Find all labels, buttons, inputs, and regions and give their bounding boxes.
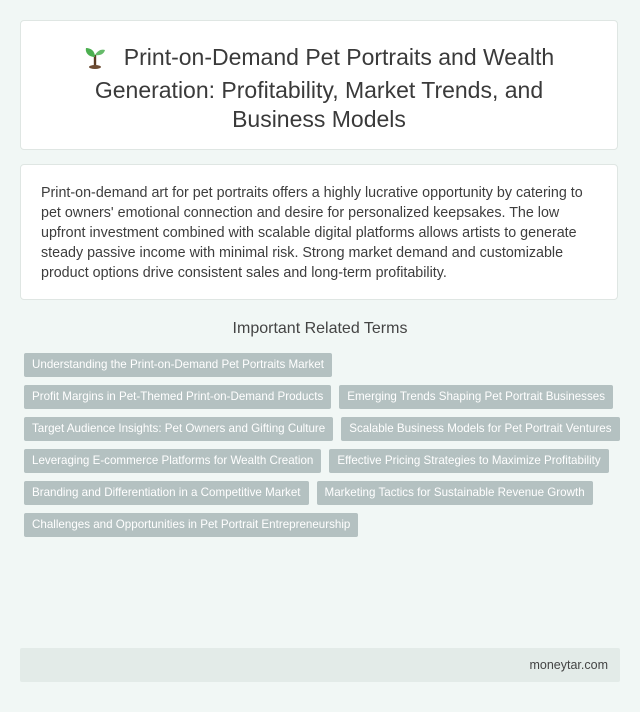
related-term-tag[interactable]: Marketing Tactics for Sustainable Revenue Growth <box>317 481 593 505</box>
related-term-tag[interactable]: Profit Margins in Pet-Themed Print-on-Demand Products <box>24 385 331 409</box>
summary-card <box>20 164 618 300</box>
related-term-tag[interactable]: Target Audience Insights: Pet Owners and Gifting Culture <box>24 417 333 441</box>
related-term-tag[interactable]: Understanding the Print-on-Demand Pet Portraits Market <box>24 353 332 377</box>
related-terms-list <box>24 353 624 537</box>
footer-site[interactable]: moneytar.com <box>529 658 608 672</box>
title-card <box>20 20 618 150</box>
page-title <box>21 21 617 134</box>
related-terms-heading: Important Related Terms <box>232 320 408 337</box>
related-term-tag[interactable]: Scalable Business Models for Pet Portrait Ventures <box>341 417 619 441</box>
page-title-text: Print-on-Demand Pet Portraits and Wealth Generation: Profitability, Market Trends, and Business Models <box>94 44 555 132</box>
sprout-icon <box>84 45 106 76</box>
related-term-tag[interactable]: Leveraging E-commerce Platforms for Wealth Creation <box>24 449 321 473</box>
summary-text: Print-on-demand art for pet portraits offers a highly lucrative opportunity by catering to pet owners' emotional connection and desire for personalized keepsakes. The low upfront investment combined with scalable digital platforms allows artists to generate steady passive income with minimal risk. Strong market demand and customizable product options drive consistent sales and long-term profitability. <box>41 185 583 281</box>
related-term-tag[interactable]: Emerging Trends Shaping Pet Portrait Businesses <box>339 385 613 409</box>
footer <box>20 648 620 682</box>
related-term-tag[interactable]: Challenges and Opportunities in Pet Portrait Entrepreneurship <box>24 513 358 537</box>
related-term-tag[interactable]: Effective Pricing Strategies to Maximize Profitability <box>329 449 608 473</box>
related-term-tag[interactable]: Branding and Differentiation in a Competitive Market <box>24 481 309 505</box>
